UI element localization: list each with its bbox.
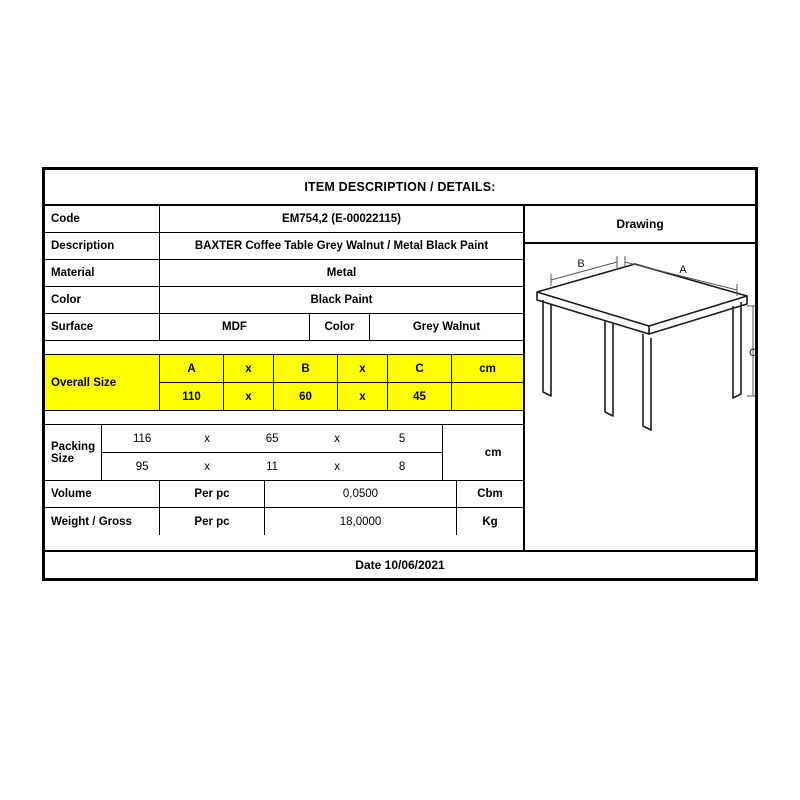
- surface-color-label: Color: [310, 314, 370, 340]
- packing-row2-x1: x: [204, 460, 210, 473]
- weight-label: Weight / Gross: [45, 508, 160, 535]
- overall-size-grid: [160, 355, 523, 410]
- table-row-material: [45, 260, 523, 287]
- table-title: ITEM DESCRIPTION / DETAILS:: [45, 170, 755, 206]
- weight-per: Per pc: [160, 508, 265, 535]
- drawing-label-c: C: [749, 347, 757, 359]
- overall-a-label: A: [160, 355, 224, 382]
- date-footer: Date 10/06/2021: [45, 550, 755, 578]
- packing-size-label: Packing Size: [45, 425, 102, 480]
- packing-row2-width: 11: [266, 460, 279, 473]
- color-label: Color: [45, 287, 160, 313]
- weight-value: 18,0000: [265, 508, 457, 535]
- drawing-label-a: A: [679, 264, 687, 276]
- packing-row1-x2: x: [334, 432, 340, 445]
- overall-b-value: 60: [274, 383, 338, 410]
- volume-label: Volume: [45, 481, 160, 507]
- color-value: Black Paint: [310, 294, 373, 306]
- weight-unit: Kg: [482, 515, 498, 528]
- overall-x1-top: x: [224, 355, 274, 382]
- packing-row1-height: 5: [398, 432, 406, 445]
- table-row-code: [45, 206, 523, 233]
- divider-below-overall: [45, 411, 523, 425]
- table-row-color: [45, 287, 523, 314]
- divider-above-overall: [45, 341, 523, 355]
- overall-c-label: C: [388, 355, 452, 382]
- weight-row: [45, 508, 523, 535]
- overall-c-value: 45: [388, 383, 452, 410]
- overall-size-label: Overall Size: [45, 355, 160, 410]
- packing-size-grid: [102, 425, 543, 480]
- overall-unit-top: cm: [479, 362, 496, 375]
- overall-size-section: [45, 355, 523, 411]
- volume-unit: Cbm: [477, 488, 503, 500]
- overall-x1-bottom: x: [224, 383, 274, 410]
- drawing-column: [525, 206, 755, 550]
- table-body: [45, 206, 755, 550]
- code-label: Code: [45, 206, 160, 232]
- drawing-area: [525, 244, 755, 550]
- surface-color-value: Grey Walnut: [412, 321, 481, 333]
- description-label: Description: [45, 233, 160, 259]
- coffee-table-drawing-icon: [525, 244, 755, 550]
- overall-x2-top: x: [338, 355, 388, 382]
- packing-row2-height: 8: [398, 460, 406, 473]
- packing-size-numbers: [102, 425, 443, 480]
- overall-size-header-row: [160, 355, 523, 383]
- volume-value: 0,0500: [265, 481, 457, 507]
- surface-label: Surface: [45, 314, 160, 340]
- packing-row-2: [102, 453, 442, 480]
- packing-row1-width: 65: [265, 432, 279, 445]
- details-column: [45, 206, 525, 550]
- specification-table: [42, 167, 758, 581]
- description-value: BAXTER Coffee Table Grey Walnut / Metal Black Paint: [194, 240, 489, 252]
- packing-unit: cm: [484, 446, 502, 459]
- code-value: EM754,2 (E-00022115): [282, 213, 401, 225]
- packing-size-section: [45, 425, 523, 481]
- overall-b-label: B: [274, 355, 338, 382]
- drawing-label-b: B: [577, 258, 585, 270]
- volume-per: Per pc: [160, 481, 265, 507]
- packing-row1-x1: x: [204, 432, 210, 445]
- overall-x2-bottom: x: [338, 383, 388, 410]
- volume-row: [45, 481, 523, 508]
- packing-row-1: [102, 425, 442, 453]
- overall-unit-bottom: [452, 383, 523, 410]
- overall-a-value: 110: [160, 383, 224, 410]
- surface-value: MDF: [160, 314, 310, 340]
- material-value: Metal: [326, 267, 357, 279]
- drawing-title: Drawing: [525, 206, 755, 244]
- table-row-surface: [45, 314, 523, 341]
- packing-row2-length: 95: [135, 460, 149, 473]
- table-row-description: [45, 233, 523, 260]
- packing-row2-x2: x: [334, 460, 340, 473]
- packing-row1-length: 116: [132, 432, 152, 445]
- material-label: Material: [45, 260, 160, 286]
- overall-size-value-row: [160, 383, 523, 410]
